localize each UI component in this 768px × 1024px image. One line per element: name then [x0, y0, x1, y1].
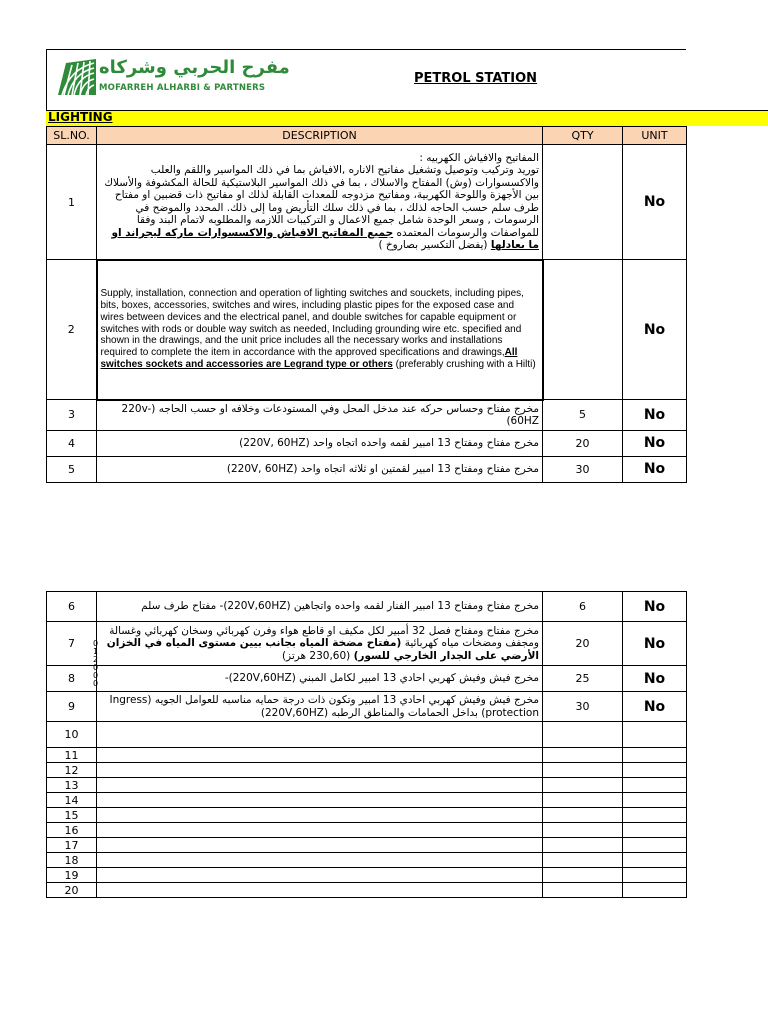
row-description: مخرج فيش وفيش كهربي احادي 13 امبير لكامل المبني (220V,60HZ)-	[97, 666, 543, 692]
row-qty	[543, 778, 623, 793]
side-margin-note: 0 1 2 0 0 0	[93, 639, 99, 688]
row-number: 20	[47, 883, 97, 898]
row-unit: No	[623, 145, 687, 260]
table-row	[47, 838, 687, 853]
description-tail: (preferably crushing with a Hilti)	[392, 358, 536, 370]
row-number: 7	[47, 622, 97, 666]
table-row	[47, 145, 687, 260]
description-line: المفاتيح والافياش الكهربيه :	[419, 151, 539, 164]
row-qty: 20	[543, 430, 623, 456]
row-qty	[543, 883, 623, 898]
row-unit: No	[623, 622, 687, 666]
description-text: توريد وتركيب وتوصيل وتشغيل مفاتيح الاناره ,الافياش بما في ذلك المواسير واللقم والعلب والاكسسوارات (وش) المفتاح والاسلاك ، بما في ذلك المواسير البلاستيكية للحالة المكشوفة والأسلاك بين الأجهزة واللوحة الكهربية، ومفاتيح مزدوجه للمعدات القابلة لذلك او مفاتيح ذات قضبين او مفتاح طرف سلم حسب الحاجه لذلك ، بما في ذلك سلك التأريض وما إلى ذلك. المحدد والموضح في الرسومات , وسعر الوحدة شامل جميع الاعمال و التركيبات اللازمه والمطلوبه لاتمام البند وفقا للمواصفات والرسومات المعتمده	[104, 164, 539, 239]
row-number: 8	[47, 666, 97, 692]
description-tail: (230,60 هرتز)	[281, 649, 354, 662]
table-row	[47, 622, 687, 666]
row-description	[97, 622, 543, 666]
row-number: 17	[47, 838, 97, 853]
row-description	[97, 793, 543, 808]
row-description: مخرج مفتاح ومفتاح 13 امبير الفنار لقمه واحده واتجاهين (220V,60HZ)- مفتاح طرف سلم	[97, 592, 543, 622]
row-unit	[623, 883, 687, 898]
table-row	[47, 823, 687, 838]
table-row	[47, 260, 687, 400]
row-number: 5	[47, 456, 97, 482]
table-header-row	[47, 127, 687, 145]
row-description	[97, 763, 543, 778]
row-number: 12	[47, 763, 97, 778]
row-qty	[543, 868, 623, 883]
row-description	[97, 838, 543, 853]
table-row	[47, 778, 687, 793]
row-unit	[623, 748, 687, 763]
description-bold-note: (مفتاح مضخة المياه بجانب بيين مستوى المياه في الخزان الأرضي على الجدار الخارجي للسور)	[106, 637, 539, 662]
row-description	[97, 823, 543, 838]
row-unit: No	[623, 592, 687, 622]
table-row	[47, 430, 687, 456]
row-description: مخرج مفتاح ومفتاح 13 امبير لقمتين او ثلاثه اتجاه واحد (220V, 60HZ)	[97, 456, 543, 482]
row-unit: No	[623, 456, 687, 482]
row-description	[97, 868, 543, 883]
row-number: 10	[47, 722, 97, 748]
table-row	[47, 400, 687, 431]
row-unit	[623, 853, 687, 868]
row-description: مخرج فيش وفيش كهربي احادي 13 امبير وتكون ذات درجة حمايه مناسبه للعوامل الجويه (Ingress protection) بداخل الحمامات والمناطق الرطبه (220V,60HZ)	[97, 692, 543, 722]
row-description	[97, 808, 543, 823]
row-number: 2	[47, 260, 97, 400]
row-unit	[623, 722, 687, 748]
row-unit: No	[623, 692, 687, 722]
row-number: 11	[47, 748, 97, 763]
row-qty	[543, 853, 623, 868]
logo-english-name: MOFARREH ALHARBI & PARTNERS	[99, 83, 266, 93]
table-row	[47, 592, 687, 622]
row-qty	[543, 748, 623, 763]
row-number: 15	[47, 808, 97, 823]
column-header-description: DESCRIPTION	[97, 127, 543, 145]
row-unit: No	[623, 400, 687, 431]
row-unit	[623, 793, 687, 808]
row-number: 4	[47, 430, 97, 456]
row-number: 3	[47, 400, 97, 431]
row-qty: 30	[543, 456, 623, 482]
row-number: 1	[47, 145, 97, 260]
boq-table-lower	[46, 591, 687, 898]
row-unit	[623, 778, 687, 793]
description-text: مخرج مفتاح ومفتاح فصل 32 أمبير لكل مكيف او قاطع هواء وفرن كهربائي وسخان كهربائي وغسالة ومجفف ومضخات مياه كهربائية	[109, 624, 539, 650]
row-number: 18	[47, 853, 97, 868]
table-row	[47, 722, 687, 748]
row-qty: 30	[543, 692, 623, 722]
description-brand-note: All switches sockets and accessories are Legrand type or others	[100, 347, 518, 370]
row-number: 13	[47, 778, 97, 793]
table-row	[47, 883, 687, 898]
row-qty	[543, 808, 623, 823]
row-description	[97, 778, 543, 793]
table-row	[47, 456, 687, 482]
page-title: PETROL STATION	[414, 71, 538, 86]
section-band	[46, 110, 768, 126]
row-unit	[623, 823, 687, 838]
row-unit: No	[623, 666, 687, 692]
row-qty	[543, 838, 623, 853]
row-number: 14	[47, 793, 97, 808]
row-qty	[543, 763, 623, 778]
row-qty	[543, 722, 623, 748]
row-description: مخرج مفتاح ومفتاح 13 امبير لقمه واحده اتجاه واحد (220V, 60HZ)	[97, 430, 543, 456]
table-row	[47, 763, 687, 778]
row-description: مخرج مفتاح وحساس حركه عند مدخل المحل وفي المستودعات وخلافه او حسب الحاجه (220v-60HZ)	[97, 400, 543, 431]
table-row	[47, 748, 687, 763]
row-number: 16	[47, 823, 97, 838]
row-qty	[543, 145, 623, 260]
row-number: 19	[47, 868, 97, 883]
boq-table-upper	[46, 126, 687, 483]
row-qty: 5	[543, 400, 623, 431]
table-row	[47, 808, 687, 823]
description-tail: (يفضل التكسير بصاروخ )	[378, 239, 491, 252]
description-text: Supply, installation, connection and operation of lighting switches and souckets, including pipes, bits, boxes, accessories, switches and wires, including plastic pipes for the exposed case and wires between devices and the electrical panel, and double switches for capable equipment or switches with rods or double way switch as needed, Including grounding wire etc. specified and shown in the drawings, and the unit price includes all the necessary works and installations required to complete the item in accordance with the approved specifications and drawings,	[100, 288, 524, 359]
row-unit	[623, 808, 687, 823]
column-header-qty: QTY	[543, 127, 623, 145]
table-row	[47, 793, 687, 808]
row-qty	[543, 793, 623, 808]
row-unit	[623, 838, 687, 853]
section-title: LIGHTING	[48, 110, 113, 124]
table-row	[47, 692, 687, 722]
row-qty: 20	[543, 622, 623, 666]
row-number: 6	[47, 592, 97, 622]
row-unit: No	[623, 430, 687, 456]
logo-emblem	[58, 59, 96, 95]
row-qty	[543, 260, 623, 400]
table-row	[47, 853, 687, 868]
row-unit	[623, 868, 687, 883]
row-qty: 25	[543, 666, 623, 692]
row-qty: 6	[543, 592, 623, 622]
row-description	[97, 853, 543, 868]
row-description	[97, 145, 543, 260]
row-unit	[623, 763, 687, 778]
row-description	[97, 883, 543, 898]
description-brand-note: جميع المفاتيح الافياش والاكسسوارات ماركه ليجراند او ما يعادلها	[111, 226, 539, 252]
row-qty	[543, 823, 623, 838]
row-description	[97, 748, 543, 763]
table-row	[47, 868, 687, 883]
logo-arabic-name: مفرح الحربي وشركاه	[99, 57, 290, 78]
row-unit: No	[623, 260, 687, 400]
column-header-unit: UNIT	[623, 127, 687, 145]
column-header-no: SL.NO.	[47, 127, 97, 145]
table-row	[47, 666, 687, 692]
row-description	[97, 260, 543, 400]
row-number: 9	[47, 692, 97, 722]
row-description	[97, 722, 543, 748]
